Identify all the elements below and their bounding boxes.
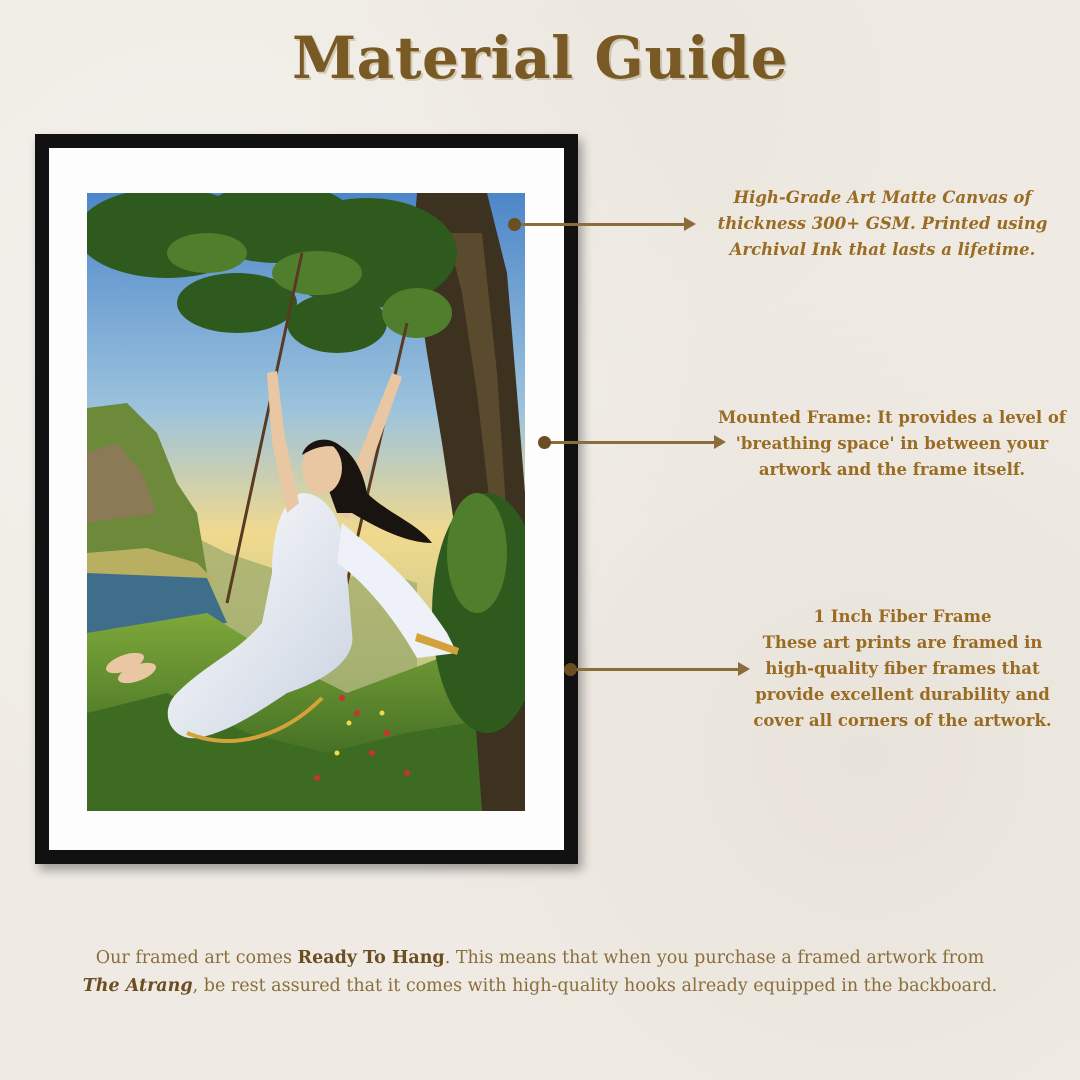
note-line: 'breathing space' in between your bbox=[735, 434, 1049, 453]
brand-name: The Atrang bbox=[82, 976, 193, 996]
note-line: These art prints are framed in bbox=[762, 633, 1043, 652]
connector-fiber-frame bbox=[570, 668, 740, 671]
ready-to-hang-emphasis: Ready To Hang bbox=[297, 948, 445, 968]
framed-artwork bbox=[35, 134, 578, 864]
note-line: Mounted Frame: It provides a level of bbox=[718, 408, 1066, 427]
footer-text: . This means that when you purchase a framed artwork from bbox=[444, 948, 985, 968]
dot-icon bbox=[538, 436, 551, 449]
footer-text: Our framed art comes bbox=[95, 948, 298, 968]
note-line: thickness 300+ GSM. Printed using bbox=[717, 214, 1048, 233]
note-line: provide excellent durability and bbox=[755, 685, 1050, 704]
connector-canvas bbox=[514, 223, 686, 226]
note-line: artwork and the frame itself. bbox=[758, 460, 1026, 479]
mount-mat bbox=[49, 148, 564, 850]
note-line: High-Grade Art Matte Canvas of bbox=[733, 188, 1032, 207]
note-line: high-quality fiber frames that bbox=[765, 659, 1040, 678]
arrow-right-icon bbox=[684, 217, 696, 231]
dot-icon bbox=[508, 218, 521, 231]
note-line: Archival Ink that lasts a lifetime. bbox=[729, 240, 1036, 259]
footer-line-1 bbox=[0, 944, 1080, 972]
page-title: Material Guide bbox=[291, 24, 789, 92]
connector-mount bbox=[544, 441, 716, 444]
note-canvas bbox=[700, 185, 1065, 263]
footer-description bbox=[0, 944, 1080, 1000]
note-line: cover all corners of the artwork. bbox=[753, 711, 1052, 730]
note-heading: 1 Inch Fiber Frame bbox=[813, 607, 992, 626]
footer-text: , be rest assured that it comes with high-quality hooks already equipped in the backboard. bbox=[192, 976, 998, 996]
note-fiber-frame bbox=[735, 604, 1070, 734]
footer-line-2 bbox=[0, 972, 1080, 1000]
dot-icon bbox=[564, 663, 577, 676]
painting-woman-on-swing bbox=[87, 193, 525, 811]
note-mount bbox=[712, 405, 1072, 483]
